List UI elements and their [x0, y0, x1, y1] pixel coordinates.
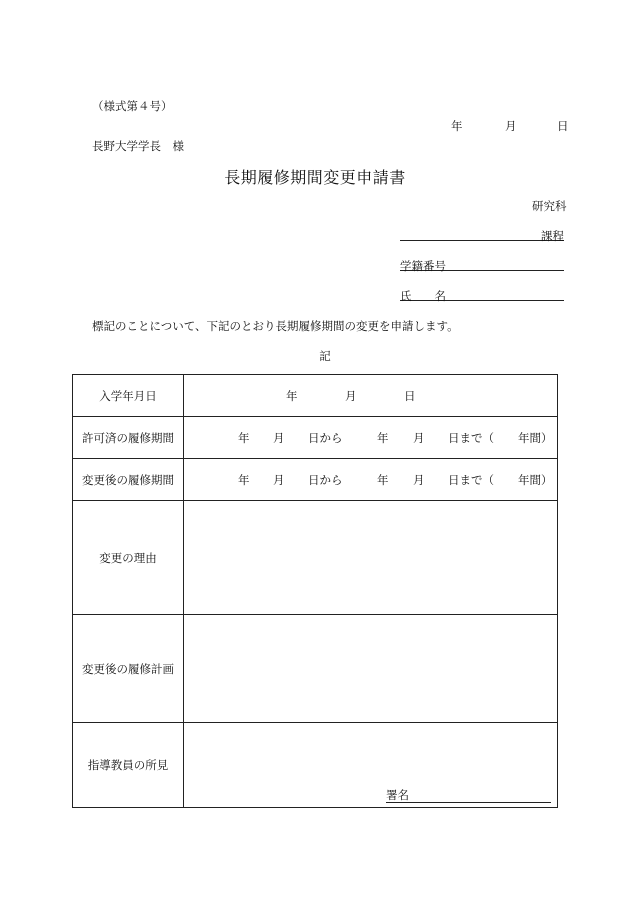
ki-label: 記	[319, 349, 331, 363]
changed-period-label: 変更後の履修期間	[73, 459, 184, 501]
reason-label: 変更の理由	[73, 501, 184, 615]
approved-d1: 日から	[308, 430, 343, 445]
reason-field[interactable]	[184, 501, 558, 615]
admission-day: 日	[404, 388, 416, 403]
changed-m2: 月	[413, 472, 425, 487]
application-table	[72, 374, 558, 808]
course-label: 課程	[541, 229, 564, 243]
reason-row	[73, 501, 558, 615]
changed-d2: 日まで（	[448, 472, 494, 487]
date-day: 日	[557, 119, 569, 133]
admission-month: 月	[345, 388, 357, 403]
addressee: 長野大学学長 様	[92, 139, 184, 153]
changed-y1: 年	[238, 472, 250, 487]
admission-row	[73, 375, 558, 417]
changed-d1: 日から	[308, 472, 343, 487]
approved-years: 年間）	[518, 430, 553, 445]
advisor-label: 指導教員の所見	[73, 723, 184, 808]
course-field[interactable]	[400, 228, 564, 241]
approved-period-label: 許可済の履修期間	[73, 417, 184, 459]
signature-line[interactable]	[386, 788, 551, 803]
advisor-row	[73, 723, 558, 808]
admission-year: 年	[286, 388, 298, 403]
name-label: 氏 名	[400, 289, 446, 303]
changed-period-row	[73, 459, 558, 501]
admission-date-field[interactable]	[184, 375, 558, 417]
approved-period-row	[73, 417, 558, 459]
changed-years: 年間）	[518, 472, 553, 487]
intro-text: 標記のことについて、下記のとおり長期履修期間の変更を申請します。	[92, 319, 459, 333]
admission-label: 入学年月日	[73, 375, 184, 417]
approved-m2: 月	[413, 430, 425, 445]
plan-row	[73, 615, 558, 723]
student-id-label: 学籍番号	[400, 259, 446, 273]
form-number: （様式第４号）	[92, 99, 173, 113]
approved-d2: 日まで（	[448, 430, 494, 445]
approved-y2: 年	[377, 430, 389, 445]
changed-y2: 年	[377, 472, 389, 487]
graduate-school-label: 研究科	[532, 199, 567, 213]
changed-period-field[interactable]	[184, 459, 558, 501]
date-month: 月	[505, 119, 517, 133]
page-title: 長期履修期間変更申請書	[224, 168, 406, 187]
plan-label: 変更後の履修計画	[73, 615, 184, 723]
approved-m1: 月	[273, 430, 285, 445]
date-year: 年	[451, 119, 463, 133]
changed-m1: 月	[273, 472, 285, 487]
approved-y1: 年	[238, 430, 250, 445]
approved-period-field[interactable]	[184, 417, 558, 459]
advisor-comment-field[interactable]	[184, 723, 558, 808]
plan-field[interactable]	[184, 615, 558, 723]
signature-label: 署名	[386, 788, 409, 802]
